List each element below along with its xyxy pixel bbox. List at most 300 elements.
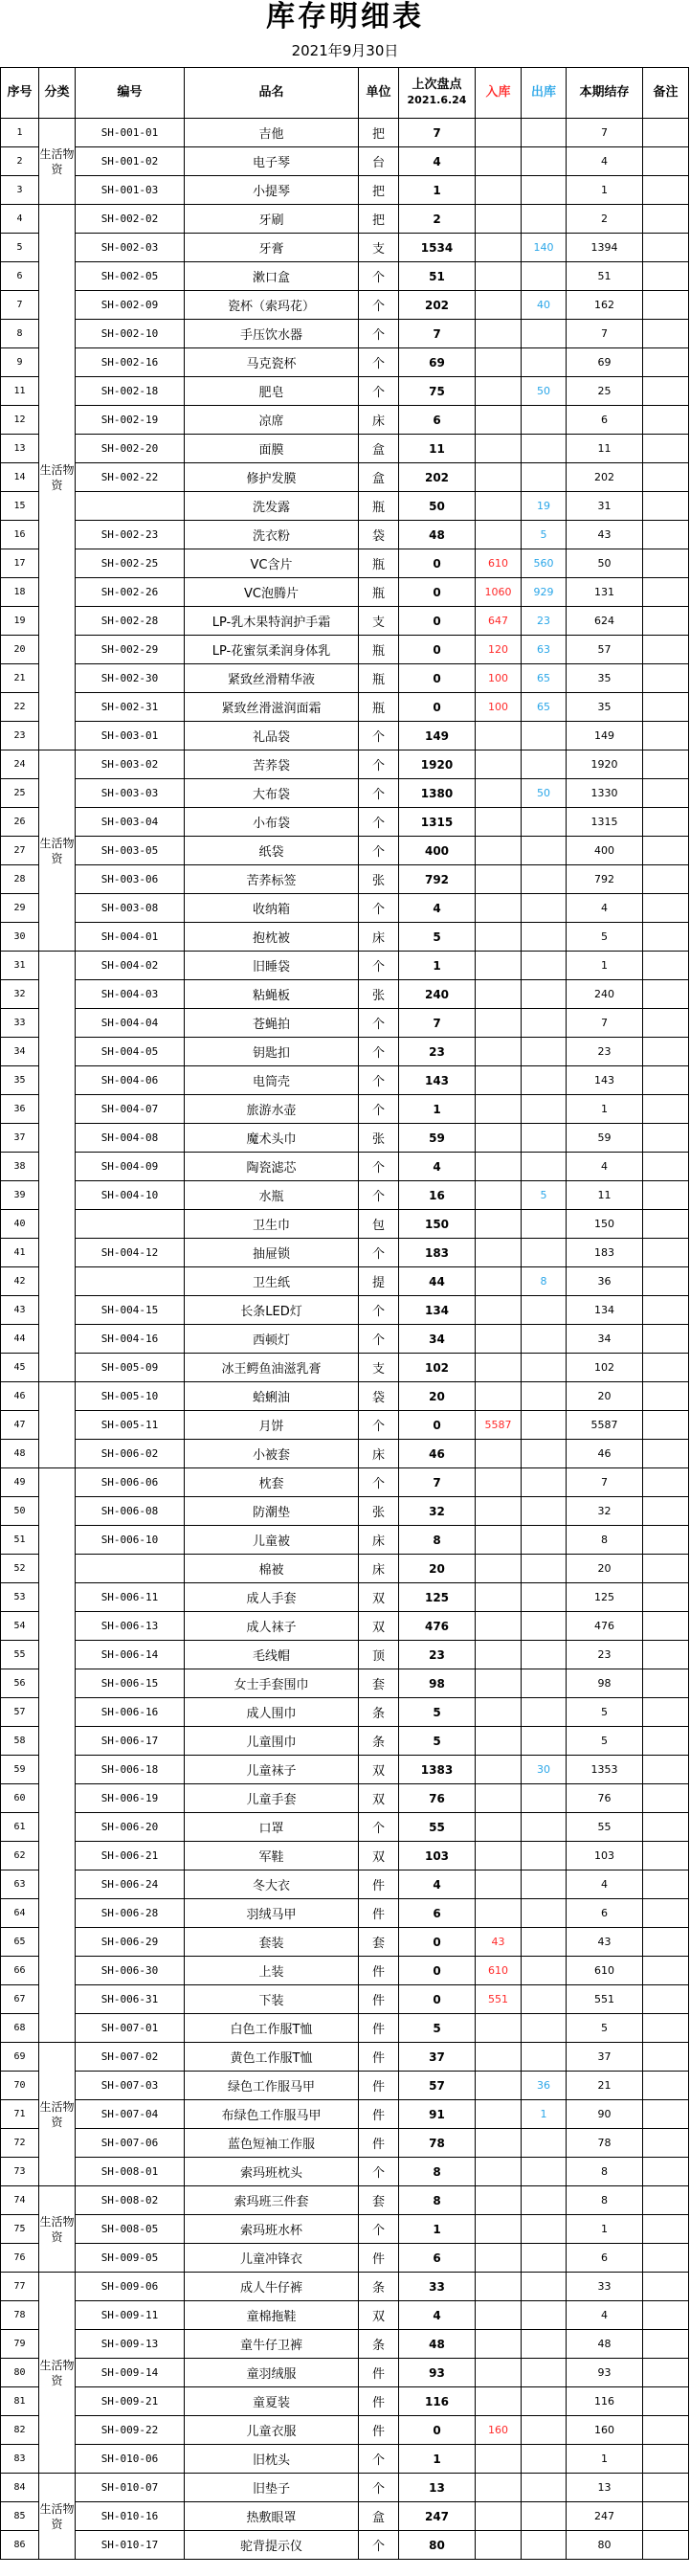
cell-seq: 81 xyxy=(1,2387,39,2416)
cell-balance: 7 xyxy=(567,119,643,147)
cell-code: SH-008-01 xyxy=(76,2158,185,2186)
cell-prev-count: 4 xyxy=(399,1870,476,1899)
cell-balance: 6 xyxy=(567,2244,643,2273)
cell-in xyxy=(476,176,522,205)
cell-in xyxy=(476,1325,522,1354)
cell-unit: 床 xyxy=(359,923,399,952)
cell-unit: 瓶 xyxy=(359,664,399,693)
cell-in xyxy=(476,1382,522,1411)
cell-code: SH-007-01 xyxy=(76,2014,185,2043)
cell-out xyxy=(522,1038,567,1066)
cell-prev-count: 55 xyxy=(399,1813,476,1842)
cell-unit: 个 xyxy=(359,779,399,808)
cell-balance: 149 xyxy=(567,722,643,750)
cell-in xyxy=(476,1181,522,1210)
cell-code: SH-003-02 xyxy=(76,750,185,779)
cell-seq: 60 xyxy=(1,1784,39,1813)
cell-unit: 张 xyxy=(359,1497,399,1526)
cell-in xyxy=(476,435,522,463)
cell-balance: 8 xyxy=(567,1526,643,1555)
cell-prev-count: 143 xyxy=(399,1066,476,1095)
table-row xyxy=(1,2186,689,2215)
cell-in xyxy=(476,1440,522,1468)
cell-in xyxy=(476,2244,522,2273)
cell-prev-count: 23 xyxy=(399,1038,476,1066)
table-row xyxy=(1,1612,689,1641)
cell-note xyxy=(643,2387,689,2416)
cell-seq: 30 xyxy=(1,923,39,952)
cell-name: 儿童衣服 xyxy=(185,2416,359,2445)
table-row xyxy=(1,2502,689,2531)
cell-name: 紧致丝滑滋润面霜 xyxy=(185,693,359,722)
cell-balance: 43 xyxy=(567,1928,643,1957)
cell-code: SH-002-23 xyxy=(76,521,185,549)
cell-name: 口罩 xyxy=(185,1813,359,1842)
cell-unit: 条 xyxy=(359,1698,399,1727)
cell-code: SH-002-05 xyxy=(76,262,185,291)
cell-in xyxy=(476,1124,522,1153)
cell-out xyxy=(522,2474,567,2502)
cell-seq: 3 xyxy=(1,176,39,205)
cell-unit: 把 xyxy=(359,205,399,234)
cell-prev-count: 247 xyxy=(399,2502,476,2531)
cell-code: SH-007-06 xyxy=(76,2129,185,2158)
cell-in xyxy=(476,1756,522,1784)
header-note: 备注 xyxy=(643,68,689,119)
cell-seq: 61 xyxy=(1,1813,39,1842)
cell-prev-count: 183 xyxy=(399,1239,476,1267)
cell-code: SH-004-12 xyxy=(76,1239,185,1267)
cell-code: SH-001-03 xyxy=(76,176,185,205)
cell-prev-count: 1534 xyxy=(399,234,476,262)
table-row xyxy=(1,693,689,722)
cell-name: 月饼 xyxy=(185,1411,359,1440)
cell-name: 纸袋 xyxy=(185,837,359,865)
cell-in xyxy=(476,1669,522,1698)
header-balance: 本期结存 xyxy=(567,68,643,119)
cell-out: 5 xyxy=(522,1181,567,1210)
cell-code: SH-006-15 xyxy=(76,1669,185,1698)
cell-prev-count: 202 xyxy=(399,291,476,320)
cell-name: 索玛班水杯 xyxy=(185,2215,359,2244)
cell-seq: 46 xyxy=(1,1382,39,1411)
cell-seq: 59 xyxy=(1,1756,39,1784)
cell-code: SH-010-16 xyxy=(76,2502,185,2531)
table-row xyxy=(1,1899,689,1928)
cell-note xyxy=(643,607,689,636)
cell-unit: 个 xyxy=(359,894,399,923)
cell-balance: 476 xyxy=(567,1612,643,1641)
cell-note xyxy=(643,1928,689,1957)
cell-unit: 瓶 xyxy=(359,578,399,607)
cell-seq: 65 xyxy=(1,1928,39,1957)
cell-category: 生活物资 xyxy=(39,2186,76,2273)
table-row xyxy=(1,865,689,894)
cell-unit: 顶 xyxy=(359,1641,399,1669)
cell-name: 蛤蜊油 xyxy=(185,1382,359,1411)
cell-name: 瓷杯（索玛花） xyxy=(185,291,359,320)
cell-prev-count: 1380 xyxy=(399,779,476,808)
cell-prev-count: 91 xyxy=(399,2100,476,2129)
cell-note xyxy=(643,2502,689,2531)
cell-in xyxy=(476,147,522,176)
cell-name: 旧睡袋 xyxy=(185,952,359,980)
cell-in xyxy=(476,521,522,549)
cell-balance: 102 xyxy=(567,1354,643,1382)
cell-out: 1 xyxy=(522,2100,567,2129)
table-row xyxy=(1,435,689,463)
cell-in xyxy=(476,2502,522,2531)
cell-seq: 57 xyxy=(1,1698,39,1727)
cell-unit: 件 xyxy=(359,1899,399,1928)
cell-code: SH-003-08 xyxy=(76,894,185,923)
cell-out xyxy=(522,1784,567,1813)
cell-in xyxy=(476,2186,522,2215)
cell-code xyxy=(76,1555,185,1583)
table-row xyxy=(1,2072,689,2100)
cell-out: 65 xyxy=(522,693,567,722)
cell-code: SH-006-29 xyxy=(76,1928,185,1957)
cell-out xyxy=(522,463,567,492)
cell-seq: 2 xyxy=(1,147,39,176)
cell-code: SH-003-03 xyxy=(76,779,185,808)
cell-code: SH-007-03 xyxy=(76,2072,185,2100)
cell-name: 苦荞袋 xyxy=(185,750,359,779)
cell-in xyxy=(476,1153,522,1181)
cell-name: 童羽绒服 xyxy=(185,2359,359,2387)
cell-name: 套装 xyxy=(185,1928,359,1957)
cell-in xyxy=(476,1497,522,1526)
cell-balance: 5 xyxy=(567,923,643,952)
table-row xyxy=(1,2330,689,2359)
cell-seq: 31 xyxy=(1,952,39,980)
table-row xyxy=(1,1727,689,1756)
cell-code: SH-004-15 xyxy=(76,1296,185,1325)
cell-name: 索玛班三件套 xyxy=(185,2186,359,2215)
table-row xyxy=(1,492,689,521)
cell-note xyxy=(643,147,689,176)
cell-balance: 35 xyxy=(567,664,643,693)
table-row xyxy=(1,463,689,492)
cell-out xyxy=(522,2301,567,2330)
cell-in xyxy=(476,463,522,492)
sheet-title: 库存明细表 xyxy=(266,0,424,34)
cell-prev-count: 134 xyxy=(399,1296,476,1325)
table-row xyxy=(1,1124,689,1153)
cell-prev-count: 4 xyxy=(399,1153,476,1181)
cell-unit: 条 xyxy=(359,1727,399,1756)
cell-out: 19 xyxy=(522,492,567,521)
cell-balance: 20 xyxy=(567,1382,643,1411)
cell-name: 儿童手套 xyxy=(185,1784,359,1813)
header-name: 品名 xyxy=(185,68,359,119)
cell-prev-count: 5 xyxy=(399,2014,476,2043)
cell-in xyxy=(476,1727,522,1756)
cell-seq: 77 xyxy=(1,2273,39,2301)
cell-unit: 件 xyxy=(359,2072,399,2100)
cell-note xyxy=(643,1095,689,1124)
cell-balance: 1 xyxy=(567,176,643,205)
cell-out xyxy=(522,119,567,147)
cell-in xyxy=(476,1009,522,1038)
cell-balance: 610 xyxy=(567,1957,643,1985)
cell-note xyxy=(643,1468,689,1497)
cell-prev-count: 32 xyxy=(399,1497,476,1526)
cell-seq: 26 xyxy=(1,808,39,837)
cell-out xyxy=(522,2445,567,2474)
table-row xyxy=(1,1411,689,1440)
cell-note xyxy=(643,1612,689,1641)
cell-out xyxy=(522,750,567,779)
cell-unit: 个 xyxy=(359,291,399,320)
cell-in xyxy=(476,2330,522,2359)
cell-prev-count: 6 xyxy=(399,406,476,435)
table-row xyxy=(1,2445,689,2474)
cell-seq: 36 xyxy=(1,1095,39,1124)
cell-note xyxy=(643,1641,689,1669)
cell-in xyxy=(476,1296,522,1325)
cell-code: SH-004-10 xyxy=(76,1181,185,1210)
cell-note xyxy=(643,2014,689,2043)
cell-seq: 71 xyxy=(1,2100,39,2129)
cell-prev-count: 34 xyxy=(399,1325,476,1354)
cell-balance: 4 xyxy=(567,894,643,923)
cell-in: 647 xyxy=(476,607,522,636)
cell-name: LP-花蜜氛柔润身体乳 xyxy=(185,636,359,664)
cell-unit: 件 xyxy=(359,2244,399,2273)
cell-name: 冬大衣 xyxy=(185,1870,359,1899)
cell-balance: 23 xyxy=(567,1641,643,1669)
cell-seq: 19 xyxy=(1,607,39,636)
cell-code: SH-006-13 xyxy=(76,1612,185,1641)
cell-code: SH-006-10 xyxy=(76,1526,185,1555)
cell-code: SH-006-08 xyxy=(76,1497,185,1526)
cell-out xyxy=(522,865,567,894)
cell-prev-count: 7 xyxy=(399,119,476,147)
cell-name: 钥匙扣 xyxy=(185,1038,359,1066)
cell-code: SH-004-07 xyxy=(76,1095,185,1124)
cell-seq: 28 xyxy=(1,865,39,894)
cell-name: 女士手套围巾 xyxy=(185,1669,359,1698)
cell-code xyxy=(76,1267,185,1296)
cell-out xyxy=(522,2531,567,2560)
cell-code: SH-002-02 xyxy=(76,205,185,234)
table-row xyxy=(1,2474,689,2502)
table-row xyxy=(1,1583,689,1612)
table-row xyxy=(1,837,689,865)
cell-note xyxy=(643,808,689,837)
cell-unit: 件 xyxy=(359,1985,399,2014)
cell-code: SH-004-05 xyxy=(76,1038,185,1066)
cell-seq: 62 xyxy=(1,1842,39,1870)
cell-seq: 25 xyxy=(1,779,39,808)
cell-code: SH-007-04 xyxy=(76,2100,185,2129)
cell-in xyxy=(476,205,522,234)
cell-unit: 个 xyxy=(359,1813,399,1842)
cell-in xyxy=(476,2359,522,2387)
cell-seq: 84 xyxy=(1,2474,39,2502)
cell-out: 8 xyxy=(522,1267,567,1296)
cell-note xyxy=(643,578,689,607)
cell-prev-count: 0 xyxy=(399,2416,476,2445)
cell-seq: 35 xyxy=(1,1066,39,1095)
cell-out xyxy=(522,2043,567,2072)
cell-unit: 盒 xyxy=(359,435,399,463)
cell-seq: 68 xyxy=(1,2014,39,2043)
cell-unit: 床 xyxy=(359,406,399,435)
cell-balance: 125 xyxy=(567,1583,643,1612)
cell-code: SH-002-10 xyxy=(76,320,185,348)
cell-in xyxy=(476,865,522,894)
cell-code: SH-004-04 xyxy=(76,1009,185,1038)
cell-in xyxy=(476,406,522,435)
cell-note xyxy=(643,1842,689,1870)
cell-prev-count: 80 xyxy=(399,2531,476,2560)
cell-balance: 59 xyxy=(567,1124,643,1153)
cell-seq: 37 xyxy=(1,1124,39,1153)
cell-balance: 240 xyxy=(567,980,643,1009)
cell-balance: 76 xyxy=(567,1784,643,1813)
cell-in xyxy=(476,1641,522,1669)
cell-note xyxy=(643,1985,689,2014)
cell-seq: 8 xyxy=(1,320,39,348)
cell-balance: 4 xyxy=(567,1153,643,1181)
cell-note xyxy=(643,1210,689,1239)
cell-code: SH-009-14 xyxy=(76,2359,185,2387)
cell-code: SH-009-22 xyxy=(76,2416,185,2445)
cell-out xyxy=(522,1870,567,1899)
cell-prev-count: 13 xyxy=(399,2474,476,2502)
cell-seq: 55 xyxy=(1,1641,39,1669)
cell-name: 西顿灯 xyxy=(185,1325,359,1354)
cell-name: 成人围巾 xyxy=(185,1698,359,1727)
cell-unit: 瓶 xyxy=(359,636,399,664)
cell-unit: 双 xyxy=(359,1756,399,1784)
cell-out: 23 xyxy=(522,607,567,636)
cell-unit: 个 xyxy=(359,1411,399,1440)
cell-seq: 7 xyxy=(1,291,39,320)
cell-note xyxy=(643,1181,689,1210)
cell-prev-count: 0 xyxy=(399,636,476,664)
cell-in xyxy=(476,1095,522,1124)
cell-name: 冰王鳄鱼油滋乳膏 xyxy=(185,1354,359,1382)
cell-code: SH-002-30 xyxy=(76,664,185,693)
cell-seq: 29 xyxy=(1,894,39,923)
cell-seq: 63 xyxy=(1,1870,39,1899)
table-row xyxy=(1,1641,689,1669)
cell-seq: 58 xyxy=(1,1727,39,1756)
cell-prev-count: 116 xyxy=(399,2387,476,2416)
cell-code: SH-002-18 xyxy=(76,377,185,406)
cell-name: 紧致丝滑精华液 xyxy=(185,664,359,693)
cell-out xyxy=(522,1641,567,1669)
cell-unit: 床 xyxy=(359,1526,399,1555)
cell-prev-count: 75 xyxy=(399,377,476,406)
cell-seq: 9 xyxy=(1,348,39,377)
cell-name: 洗发露 xyxy=(185,492,359,521)
cell-out xyxy=(522,1124,567,1153)
cell-note xyxy=(643,1698,689,1727)
cell-note xyxy=(643,492,689,521)
cell-note xyxy=(643,1669,689,1698)
cell-prev-count: 149 xyxy=(399,722,476,750)
table-row xyxy=(1,1698,689,1727)
header-row xyxy=(1,68,689,119)
cell-prev-count: 37 xyxy=(399,2043,476,2072)
cell-in: 100 xyxy=(476,664,522,693)
cell-prev-count: 1383 xyxy=(399,1756,476,1784)
table-row xyxy=(1,923,689,952)
cell-balance: 6 xyxy=(567,1899,643,1928)
cell-note xyxy=(643,2043,689,2072)
cell-code: SH-002-19 xyxy=(76,406,185,435)
cell-in xyxy=(476,262,522,291)
cell-out xyxy=(522,1583,567,1612)
table-row xyxy=(1,722,689,750)
cell-seq: 82 xyxy=(1,2416,39,2445)
cell-name: 苍蝇拍 xyxy=(185,1009,359,1038)
cell-unit: 个 xyxy=(359,1038,399,1066)
cell-seq: 85 xyxy=(1,2502,39,2531)
cell-note xyxy=(643,1813,689,1842)
cell-unit: 件 xyxy=(359,1957,399,1985)
cell-prev-count: 51 xyxy=(399,262,476,291)
cell-unit: 个 xyxy=(359,320,399,348)
table-row xyxy=(1,664,689,693)
cell-code: SH-006-02 xyxy=(76,1440,185,1468)
cell-balance: 33 xyxy=(567,2273,643,2301)
cell-balance: 1394 xyxy=(567,234,643,262)
cell-balance: 400 xyxy=(567,837,643,865)
cell-out xyxy=(522,837,567,865)
cell-out xyxy=(522,406,567,435)
table-row xyxy=(1,1354,689,1382)
cell-out xyxy=(522,1009,567,1038)
cell-code: SH-006-31 xyxy=(76,1985,185,2014)
cell-balance: 4 xyxy=(567,147,643,176)
cell-balance: 202 xyxy=(567,463,643,492)
cell-unit: 条 xyxy=(359,2330,399,2359)
header-out: 出库 xyxy=(522,68,567,119)
cell-unit: 套 xyxy=(359,1669,399,1698)
cell-name: 成人手套 xyxy=(185,1583,359,1612)
cell-out xyxy=(522,923,567,952)
table-row xyxy=(1,2215,689,2244)
cell-code: SH-010-07 xyxy=(76,2474,185,2502)
cell-name: VC含片 xyxy=(185,549,359,578)
cell-out xyxy=(522,1813,567,1842)
cell-unit: 个 xyxy=(359,952,399,980)
cell-code: SH-004-08 xyxy=(76,1124,185,1153)
cell-prev-count: 78 xyxy=(399,2129,476,2158)
cell-out xyxy=(522,262,567,291)
cell-name: 布绿色工作服马甲 xyxy=(185,2100,359,2129)
cell-in: 551 xyxy=(476,1985,522,2014)
cell-unit: 个 xyxy=(359,750,399,779)
table-row xyxy=(1,348,689,377)
cell-balance: 51 xyxy=(567,262,643,291)
cell-note xyxy=(643,1296,689,1325)
table-row xyxy=(1,377,689,406)
cell-seq: 13 xyxy=(1,435,39,463)
cell-in xyxy=(476,2445,522,2474)
cell-out: 50 xyxy=(522,377,567,406)
cell-name: 旅游水壶 xyxy=(185,1095,359,1124)
cell-in xyxy=(476,779,522,808)
cell-code: SH-009-06 xyxy=(76,2273,185,2301)
cell-note xyxy=(643,865,689,894)
cell-balance: 25 xyxy=(567,377,643,406)
